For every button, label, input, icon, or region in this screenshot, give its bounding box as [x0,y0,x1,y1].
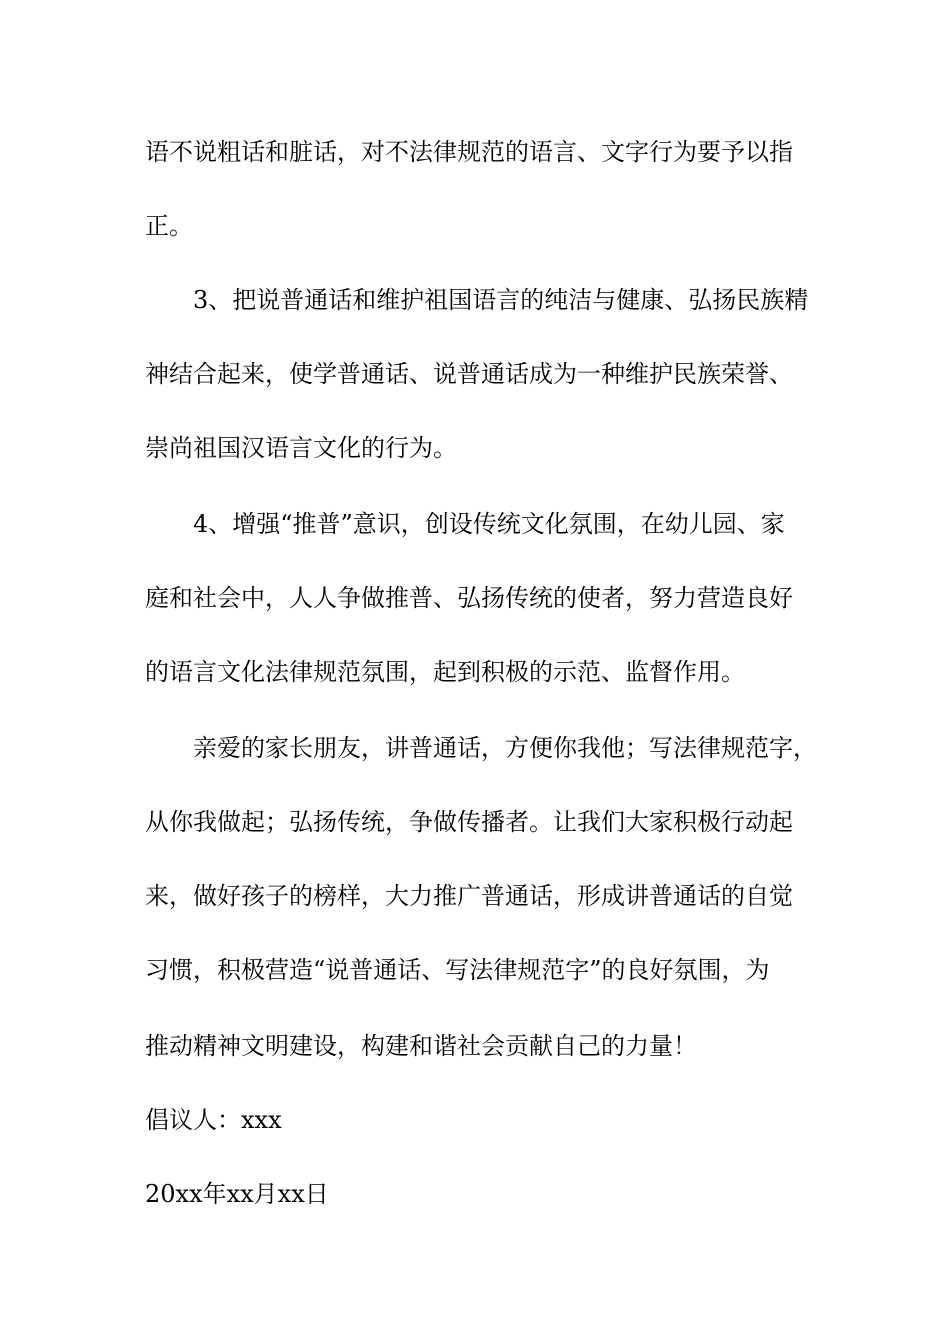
paragraph-line: 从你我做起；弘扬传统，争做传播者。让我们大家积极行动起 [145,808,793,836]
paragraph-line: 庭和社会中，人人争做推普、弘扬传统的使者，努力营造良好 [145,584,793,612]
signature-line: 倡议人：xxx [145,1106,282,1134]
paragraph-line: 崇尚祖国汉语言文化的行为。 [145,434,457,462]
paragraph-line: 来，做好孩子的榜样，大力推广普通话，形成讲普通话的自觉 [145,882,793,910]
date-line: 20xx年xx月xx日 [145,1180,329,1208]
paragraph-line: 习惯，积极营造“说普通话、写法律规范字”的良好氛围，为 [145,956,770,984]
paragraph-line: 的语言文化法律规范氛围，起到积极的示范、监督作用。 [145,658,745,686]
paragraph-line: 神结合起来，使学普通话、说普通话成为一种维护民族荣誉、 [145,360,793,388]
paragraph-line: 推动精神文明建设，构建和谐社会贡献自己的力量！ [145,1032,697,1060]
paragraph-line: 语不说粗话和脏话，对不法律规范的语言、文字行为要予以指 [145,138,793,166]
paragraph-line: 3、把说普通话和维护祖国语言的纯洁与健康、弘扬民族精 [193,286,809,314]
paragraph-line: 亲爱的家长朋友，讲普通话，方便你我他；写法律规范字， [193,734,817,762]
paragraph-line: 4、增强“推普”意识，创设传统文化氛围，在幼儿园、家 [193,510,785,538]
paragraph-line: 正。 [145,212,193,240]
